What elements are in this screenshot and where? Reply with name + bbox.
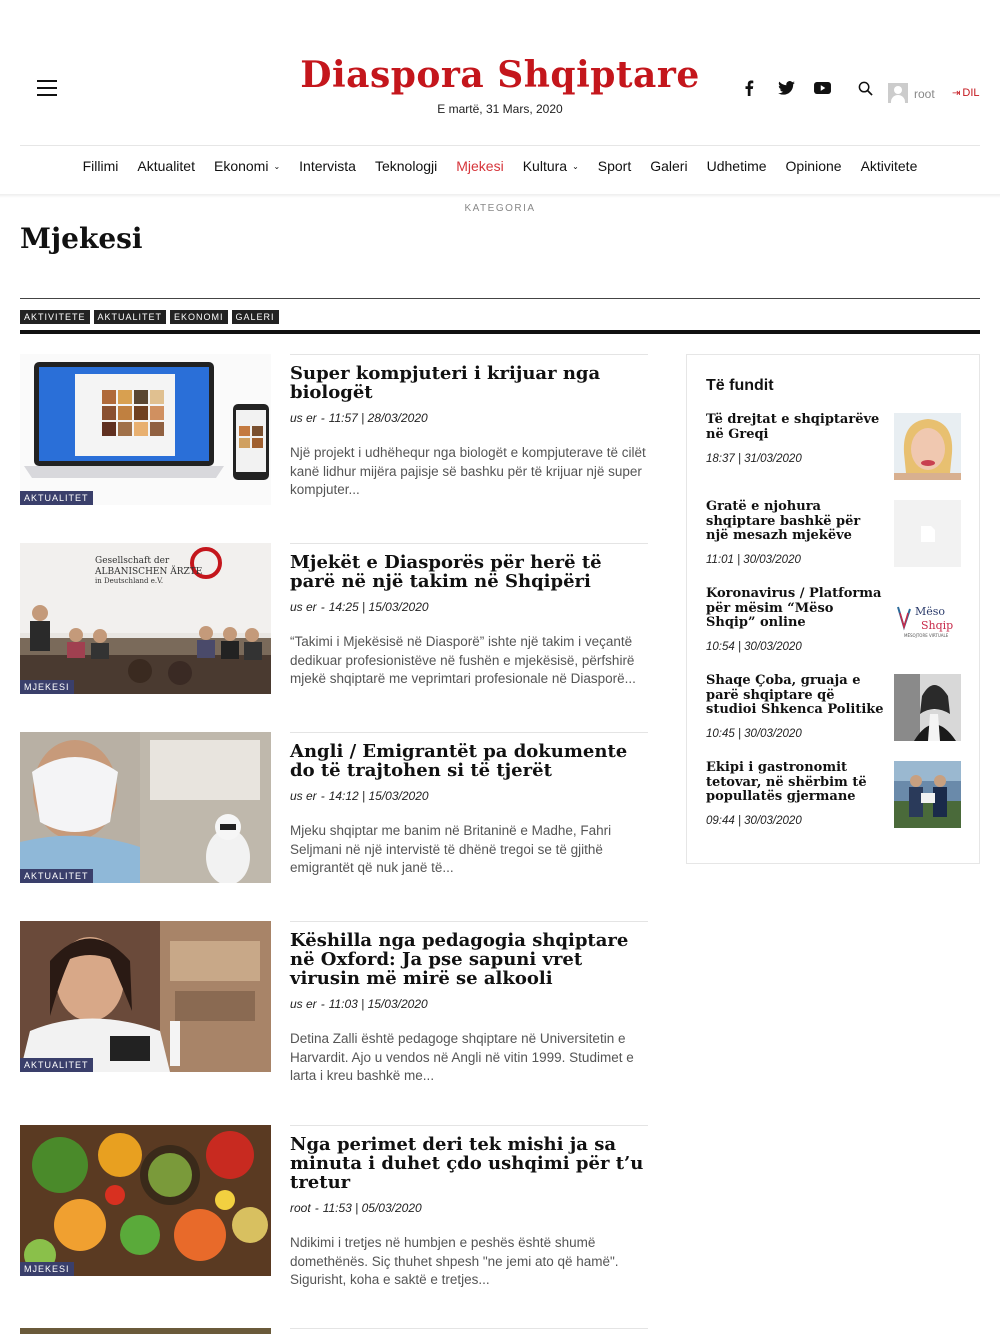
nav-item-kultura[interactable]: Kultura ⌄ [522, 158, 579, 174]
tag-galeri[interactable]: GALERI [232, 310, 279, 324]
nav-item-ekonomi[interactable]: Ekonomi ⌄ [213, 158, 281, 174]
article-author[interactable]: root [290, 1201, 311, 1215]
article-thumbnail[interactable] [20, 732, 271, 883]
header-date: E martë, 31 Mars, 2020 [437, 102, 563, 116]
tag-ekonomi[interactable]: EKONOMI [170, 310, 228, 324]
sidebar-item-date: 10:54 | 30/03/2020 [706, 641, 802, 653]
site-header [0, 0, 1000, 196]
category-kicker: KATEGORIA [464, 203, 536, 214]
article-thumbnail[interactable] [20, 921, 271, 1072]
tag-aktualitet[interactable]: AKTUALITET [94, 310, 167, 324]
article-card [20, 354, 648, 529]
sidebar-item-thumbnail[interactable] [894, 587, 961, 654]
thick-divider [20, 330, 980, 334]
youtube-icon[interactable] [813, 78, 831, 98]
logo-word-1: Diaspora [300, 54, 485, 96]
nav-item-aktualitet[interactable]: Aktualitet [137, 158, 195, 174]
article-meta: us er - 14:25 | 15/03/2020 [290, 600, 429, 614]
chevron-down-icon: ⌄ [273, 162, 281, 171]
article-author[interactable]: us er [290, 789, 317, 803]
sidebar-item-thumbnail[interactable] [894, 500, 961, 567]
user-avatar[interactable] [888, 83, 908, 103]
article-title[interactable]: Angli / Emigrantët pa dokumente do të trajtohen si të tjerët [290, 741, 628, 781]
article-excerpt: “Takimi i Mjekësisë në Diasporë” ishte një takim i veçantë dedikuar profesionistëve në fushën e mjekësisë, përfshirë mjekë shqiptarë me veprimtari profesionale në Diasporë... [290, 634, 636, 686]
article-datetime: 11:53 | 05/03/2020 [322, 1201, 422, 1215]
subcategory-tags [20, 310, 279, 324]
sidebar-item-title[interactable]: Gratë e njohura shqiptare bashkë për një mesazh mjekëve [706, 499, 861, 543]
sidebar-item [706, 500, 962, 570]
article-card [20, 543, 648, 718]
sidebar-title: Të fundit [706, 377, 774, 394]
article-thumbnail[interactable] [20, 354, 271, 505]
logout-link[interactable] [952, 87, 980, 99]
nav-shadow [0, 194, 1000, 198]
article-divider [290, 543, 648, 544]
sidebar-item-date: 11:01 | 30/03/2020 [706, 554, 801, 566]
article-datetime: 14:25 | 15/03/2020 [328, 600, 429, 614]
article-meta: us er - 11:57 | 28/03/2020 [290, 411, 428, 425]
twitter-icon[interactable] [777, 78, 795, 98]
sidebar-item-date: 09:44 | 30/03/2020 [706, 815, 802, 827]
banner-line-1: Gesellschaft der [95, 556, 170, 566]
sidebar-item-title[interactable]: Shaqe Çoba, gruaja e parë shqiptare që studioi Shkenca Politike [706, 673, 884, 717]
facebook-icon[interactable] [741, 78, 757, 98]
article-thumbnail[interactable] [20, 1125, 271, 1276]
search-icon[interactable] [856, 78, 874, 98]
user-name[interactable]: root [914, 87, 935, 101]
article-title[interactable]: Mjekët e Diasporës për herë të parë në një takim në Shqipëri [290, 552, 602, 592]
article-excerpt: Mjeku shqiptar me banim në Britaninë e Madhe, Fahri Seljmani në një intervistë të dhënë tregoi se të gjithë emigrantët që nuk janë të... [290, 823, 612, 875]
article-meta: us er - 14:12 | 15/03/2020 [290, 789, 429, 803]
article-divider [290, 921, 648, 922]
logout-label: DIL [962, 87, 980, 99]
article-thumbnail[interactable] [20, 543, 271, 694]
nav-item-sport[interactable]: Sport [597, 158, 632, 174]
category-badge[interactable]: AKTUALITET [20, 491, 93, 505]
page-title: Mjekesi [20, 222, 143, 255]
banner-line-3: in Deutschland e.V. [95, 577, 164, 585]
sidebar-item-thumbnail[interactable] [894, 761, 961, 828]
sidebar-item-title[interactable]: Të drejtat e shqiptarëve në Greqi [706, 412, 880, 442]
article-divider [290, 732, 648, 733]
article-meta: root - 11:53 | 05/03/2020 [290, 1201, 422, 1215]
article-author[interactable]: us er [290, 600, 317, 614]
article-divider [290, 354, 648, 355]
nav-item-aktivitete[interactable]: Aktivitete [860, 158, 918, 174]
article-meta: us er - 11:03 | 15/03/2020 [290, 997, 428, 1011]
sidebar-item [706, 761, 962, 831]
article-card [20, 1125, 648, 1300]
nav-item-udhetime[interactable]: Udhetime [706, 158, 767, 174]
category-badge[interactable]: MJEKESI [20, 680, 74, 694]
nav-item-teknologji[interactable]: Teknologji [374, 158, 438, 174]
logo-text: Mëso [915, 605, 946, 618]
article-title[interactable]: Këshilla nga pedagogia shqiptare në Oxford: Ja pse sapuni vret virusin më mirë se alkooli [290, 930, 629, 989]
sidebar-item-thumbnail[interactable] [894, 413, 961, 480]
logo-text: MËSOJTORE VIRTUALE [904, 633, 949, 638]
category-badge[interactable]: MJEKESI [20, 1262, 74, 1276]
nav-item-intervista[interactable]: Intervista [299, 158, 356, 174]
sidebar-item [706, 413, 962, 483]
sidebar-item [706, 587, 962, 657]
sidebar-item-thumbnail[interactable] [894, 674, 961, 741]
article-datetime: 11:57 | 28/03/2020 [328, 411, 428, 425]
article-title[interactable]: Nga perimet deri tek mishi ja sa minuta i duhet çdo ushqimi për t’u tretur [290, 1134, 644, 1193]
category-badge[interactable]: AKTUALITET [20, 1058, 93, 1072]
chevron-down-icon: ⌄ [572, 162, 579, 171]
nav-item-mjekesi[interactable]: Mjekesi [456, 158, 504, 174]
article-card [20, 921, 648, 1096]
main-nav [0, 158, 1000, 174]
article-author[interactable]: us er [290, 411, 317, 425]
title-divider [20, 298, 980, 299]
logout-icon: ⇥ [952, 88, 961, 99]
banner-line-2: ALBANISCHEN ÄRZTE [95, 567, 203, 577]
sidebar-item-title[interactable]: Koronavirus / Platforma për mësim “Mëso Shqip” online [706, 586, 882, 630]
article-divider [290, 1125, 648, 1126]
article-datetime: 11:03 | 15/03/2020 [328, 997, 428, 1011]
category-badge[interactable]: AKTUALITET [20, 869, 93, 883]
article-datetime: 14:12 | 15/03/2020 [328, 789, 429, 803]
article-thumbnail[interactable] [20, 1328, 271, 1334]
sidebar-item-title[interactable]: Ekipi i gastronomit tetovar, në shërbim të popullatës gjermane [706, 760, 867, 804]
article-divider [290, 1328, 648, 1329]
nav-item-fillimi[interactable]: Fillimi [82, 158, 119, 174]
logo-word-2: Shqiptare [497, 54, 700, 96]
sidebar-item-date: 18:37 | 31/03/2020 [706, 453, 802, 465]
article-card [20, 732, 648, 907]
header-divider [20, 145, 980, 146]
logo-text: Shqip [921, 619, 954, 632]
article-author[interactable]: us er [290, 997, 317, 1011]
site-logo[interactable] [0, 54, 1000, 96]
tag-aktivitete[interactable]: AKTIVITETE [20, 310, 90, 324]
latest-sidebar [686, 354, 980, 864]
nav-item-galeri[interactable]: Galeri [650, 158, 688, 174]
nav-item-opinione[interactable]: Opinione [785, 158, 842, 174]
sidebar-item-date: 10:45 | 30/03/2020 [706, 728, 802, 740]
article-excerpt: Detina Zalli është pedagoge shqiptare në Universitetin e Harvardit. Ajo u vendos në Angli në vitin 1999. Studimet e larta i kreu bashkë me... [290, 1031, 634, 1083]
file-placeholder-icon [921, 526, 935, 542]
article-excerpt: Ndikimi i tretjes në humbjen e peshës është shumë domethënës. Siç thuhet shpesh "ne jemi ato që hamë". Sigurisht, koha e saktë e tretjes... [290, 1235, 619, 1287]
article-title[interactable]: Super kompjuteri i krijuar nga biologët [290, 363, 601, 403]
sidebar-item [706, 674, 962, 744]
article-excerpt: Një projekt i udhëhequr nga biologët e kompjuterave të cilët kanë lidhur mijëra pajisje së bashku për të krijuar një super kompjuter... [290, 445, 646, 497]
